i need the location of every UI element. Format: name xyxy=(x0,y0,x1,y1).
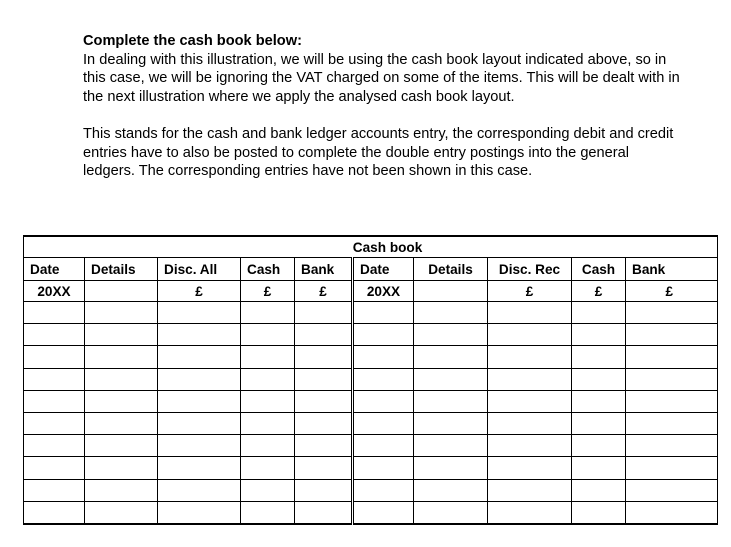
cash-book-entry-cell xyxy=(241,324,295,346)
cash-book-entry-cell xyxy=(24,324,85,346)
cash-book-entry-cell xyxy=(158,501,241,524)
cash-book-entry-cell xyxy=(158,435,241,457)
cash-book-entry-cell xyxy=(295,368,353,390)
cash-book-entry-cell xyxy=(24,368,85,390)
cash-book-entry-cell xyxy=(295,479,353,501)
cash-book-entry-cell xyxy=(353,324,414,346)
cash-book-entry-cell xyxy=(353,346,414,368)
cash-book-entry-cell xyxy=(572,346,626,368)
cash-book-entry-row xyxy=(24,390,718,412)
cash-book-entry-cell xyxy=(24,501,85,524)
cash-book-entry-cell xyxy=(626,324,718,346)
cash-book-entry-cell xyxy=(241,368,295,390)
col-header-bank-credit: Bank xyxy=(626,258,718,281)
unit-details-debit xyxy=(85,281,158,302)
cash-book-entry-cell xyxy=(85,501,158,524)
cash-book-entry-cell xyxy=(488,390,572,412)
cash-book-entry-cell xyxy=(488,501,572,524)
cash-book-entry-cell xyxy=(414,457,488,479)
cash-book-entry-cell xyxy=(488,435,572,457)
cash-book-entry-cell xyxy=(24,412,85,434)
cash-book-entry-cell xyxy=(572,324,626,346)
col-header-bank-debit: Bank xyxy=(295,258,353,281)
cash-book-entry-row xyxy=(24,457,718,479)
cash-book-entry-row xyxy=(24,324,718,346)
cash-book-entry-cell xyxy=(85,457,158,479)
cash-book-entry-cell xyxy=(295,390,353,412)
cash-book-entry-cell xyxy=(353,501,414,524)
cash-book-entry-cell xyxy=(626,368,718,390)
cash-book-entry-cell xyxy=(353,479,414,501)
cash-book-entry-row xyxy=(24,435,718,457)
cash-book-entry-cell xyxy=(85,368,158,390)
cash-book-entry-cell xyxy=(414,479,488,501)
cash-book-entry-cell xyxy=(158,346,241,368)
instructions-paragraph-1: In dealing with this illustration, we will be using the cash book layout indicated above, so in this case, we will be ignoring the VAT charged on some of the items. This will be dealt with in the next illustration where we apply the analysed cash book layout. xyxy=(83,51,680,105)
cash-book-entry-cell xyxy=(626,302,718,324)
cash-book-entry-cell xyxy=(85,324,158,346)
cash-book-entry-cell xyxy=(295,501,353,524)
unit-bank-credit: £ xyxy=(626,281,718,302)
cash-book-entry-cell xyxy=(158,479,241,501)
cash-book-entry-cell xyxy=(353,302,414,324)
cash-book-entry-cell xyxy=(353,368,414,390)
cash-book-entry-cell xyxy=(353,412,414,434)
cash-book-header-row xyxy=(24,258,718,281)
cash-book-unit-row xyxy=(24,281,718,302)
unit-disc-allowed: £ xyxy=(158,281,241,302)
cash-book-entry-cell xyxy=(241,501,295,524)
cash-book-entry-cell xyxy=(295,435,353,457)
cash-book-entry-cell xyxy=(572,368,626,390)
cash-book-title: Cash book xyxy=(24,236,718,258)
col-header-date-debit: Date xyxy=(24,258,85,281)
cash-book-entry-cell xyxy=(241,390,295,412)
col-header-cash-credit: Cash xyxy=(572,258,626,281)
instructions-heading: Complete the cash book below: xyxy=(83,33,302,49)
cash-book-entry-cell xyxy=(572,501,626,524)
cash-book-entry-cell xyxy=(353,457,414,479)
cash-book-entry-cell xyxy=(295,302,353,324)
cash-book-entry-cell xyxy=(626,457,718,479)
cash-book-entry-cell xyxy=(85,390,158,412)
col-header-cash-debit: Cash xyxy=(241,258,295,281)
cash-book-entry-cell xyxy=(295,412,353,434)
cash-book-entry-cell xyxy=(414,412,488,434)
cash-book-entry-row xyxy=(24,412,718,434)
cash-book-entry-cell xyxy=(572,390,626,412)
col-header-details-credit: Details xyxy=(414,258,488,281)
instructions xyxy=(83,32,683,181)
cash-book-entry-cell xyxy=(158,324,241,346)
cash-book-entry-cell xyxy=(24,435,85,457)
cash-book-entry-cell xyxy=(158,390,241,412)
cash-book-entry-cell xyxy=(158,457,241,479)
cash-book-entry-cell xyxy=(353,435,414,457)
cash-book-entry-cell xyxy=(572,412,626,434)
unit-bank-debit: £ xyxy=(295,281,353,302)
cash-book-entry-cell xyxy=(414,368,488,390)
cash-book-entry-row xyxy=(24,479,718,501)
unit-date-debit: 20XX xyxy=(24,281,85,302)
unit-disc-received: £ xyxy=(488,281,572,302)
cash-book-entry-cell xyxy=(85,302,158,324)
instructions-paragraph-2: This stands for the cash and bank ledger accounts entry, the corresponding debit and credit entries have to also be posted to complete the double entry postings into the general ledgers. The corresponding entries have not been shown in this case. xyxy=(83,126,674,179)
cash-book-entry-cell xyxy=(241,457,295,479)
cash-book-entry-cell xyxy=(241,412,295,434)
cash-book-table xyxy=(23,235,718,525)
col-header-date-credit: Date xyxy=(353,258,414,281)
cash-book-entry-cell xyxy=(414,346,488,368)
cash-book-entry-row xyxy=(24,346,718,368)
cash-book-entry-cell xyxy=(24,457,85,479)
cash-book-entry-cell xyxy=(295,457,353,479)
cash-book-entry-cell xyxy=(626,390,718,412)
cash-book-entry-cell xyxy=(626,479,718,501)
col-header-disc-allowed: Disc. All xyxy=(158,258,241,281)
cash-book-entry-cell xyxy=(626,435,718,457)
cash-book-entry-cell xyxy=(241,346,295,368)
cash-book-entry-cell xyxy=(488,302,572,324)
cash-book-entry-cell xyxy=(572,457,626,479)
cash-book-entry-cell xyxy=(241,302,295,324)
col-header-disc-received: Disc. Rec xyxy=(488,258,572,281)
cash-book-entry-row xyxy=(24,368,718,390)
cash-book-entry-cell xyxy=(85,435,158,457)
cash-book-entry-cell xyxy=(353,390,414,412)
cash-book-entry-cell xyxy=(488,457,572,479)
unit-details-credit xyxy=(414,281,488,302)
cash-book-entry-cell xyxy=(158,302,241,324)
cash-book-entry-cell xyxy=(572,302,626,324)
cash-book-entry-cell xyxy=(241,435,295,457)
cash-book-entry-cell xyxy=(572,479,626,501)
cash-book-entry-row xyxy=(24,302,718,324)
cash-book-entry-cell xyxy=(85,346,158,368)
cash-book-entry-cell xyxy=(414,324,488,346)
cash-book-entry-cell xyxy=(85,412,158,434)
cash-book-entry-cell xyxy=(488,412,572,434)
cash-book-entry-cell xyxy=(24,479,85,501)
cash-book-entry-cell xyxy=(488,346,572,368)
cash-book-entry-cell xyxy=(572,435,626,457)
cash-book-entry-cell xyxy=(626,501,718,524)
cash-book-entry-cell xyxy=(24,346,85,368)
unit-date-credit: 20XX xyxy=(353,281,414,302)
cash-book-entry-cell xyxy=(414,390,488,412)
cash-book-entry-cell xyxy=(488,368,572,390)
cash-book-entry-cell xyxy=(24,302,85,324)
cash-book-entry-cell xyxy=(158,368,241,390)
cash-book-entry-cell xyxy=(414,435,488,457)
cash-book-entry-cell xyxy=(295,324,353,346)
cash-book-entry-cell xyxy=(414,302,488,324)
cash-book-entry-cell xyxy=(158,412,241,434)
cash-book-entry-cell xyxy=(414,501,488,524)
cash-book-entry-cell xyxy=(488,324,572,346)
col-header-details-debit: Details xyxy=(85,258,158,281)
cash-book-title-row xyxy=(24,236,718,258)
cash-book-entry-cell xyxy=(85,479,158,501)
cash-book-entry-cell xyxy=(241,479,295,501)
cash-book-entry-cell xyxy=(488,479,572,501)
cash-book-entry-cell xyxy=(295,346,353,368)
unit-cash-credit: £ xyxy=(572,281,626,302)
cash-book-entry-cell xyxy=(24,390,85,412)
unit-cash-debit: £ xyxy=(241,281,295,302)
cash-book-entry-cell xyxy=(626,346,718,368)
cash-book-entry-row xyxy=(24,501,718,524)
cash-book-entry-cell xyxy=(626,412,718,434)
